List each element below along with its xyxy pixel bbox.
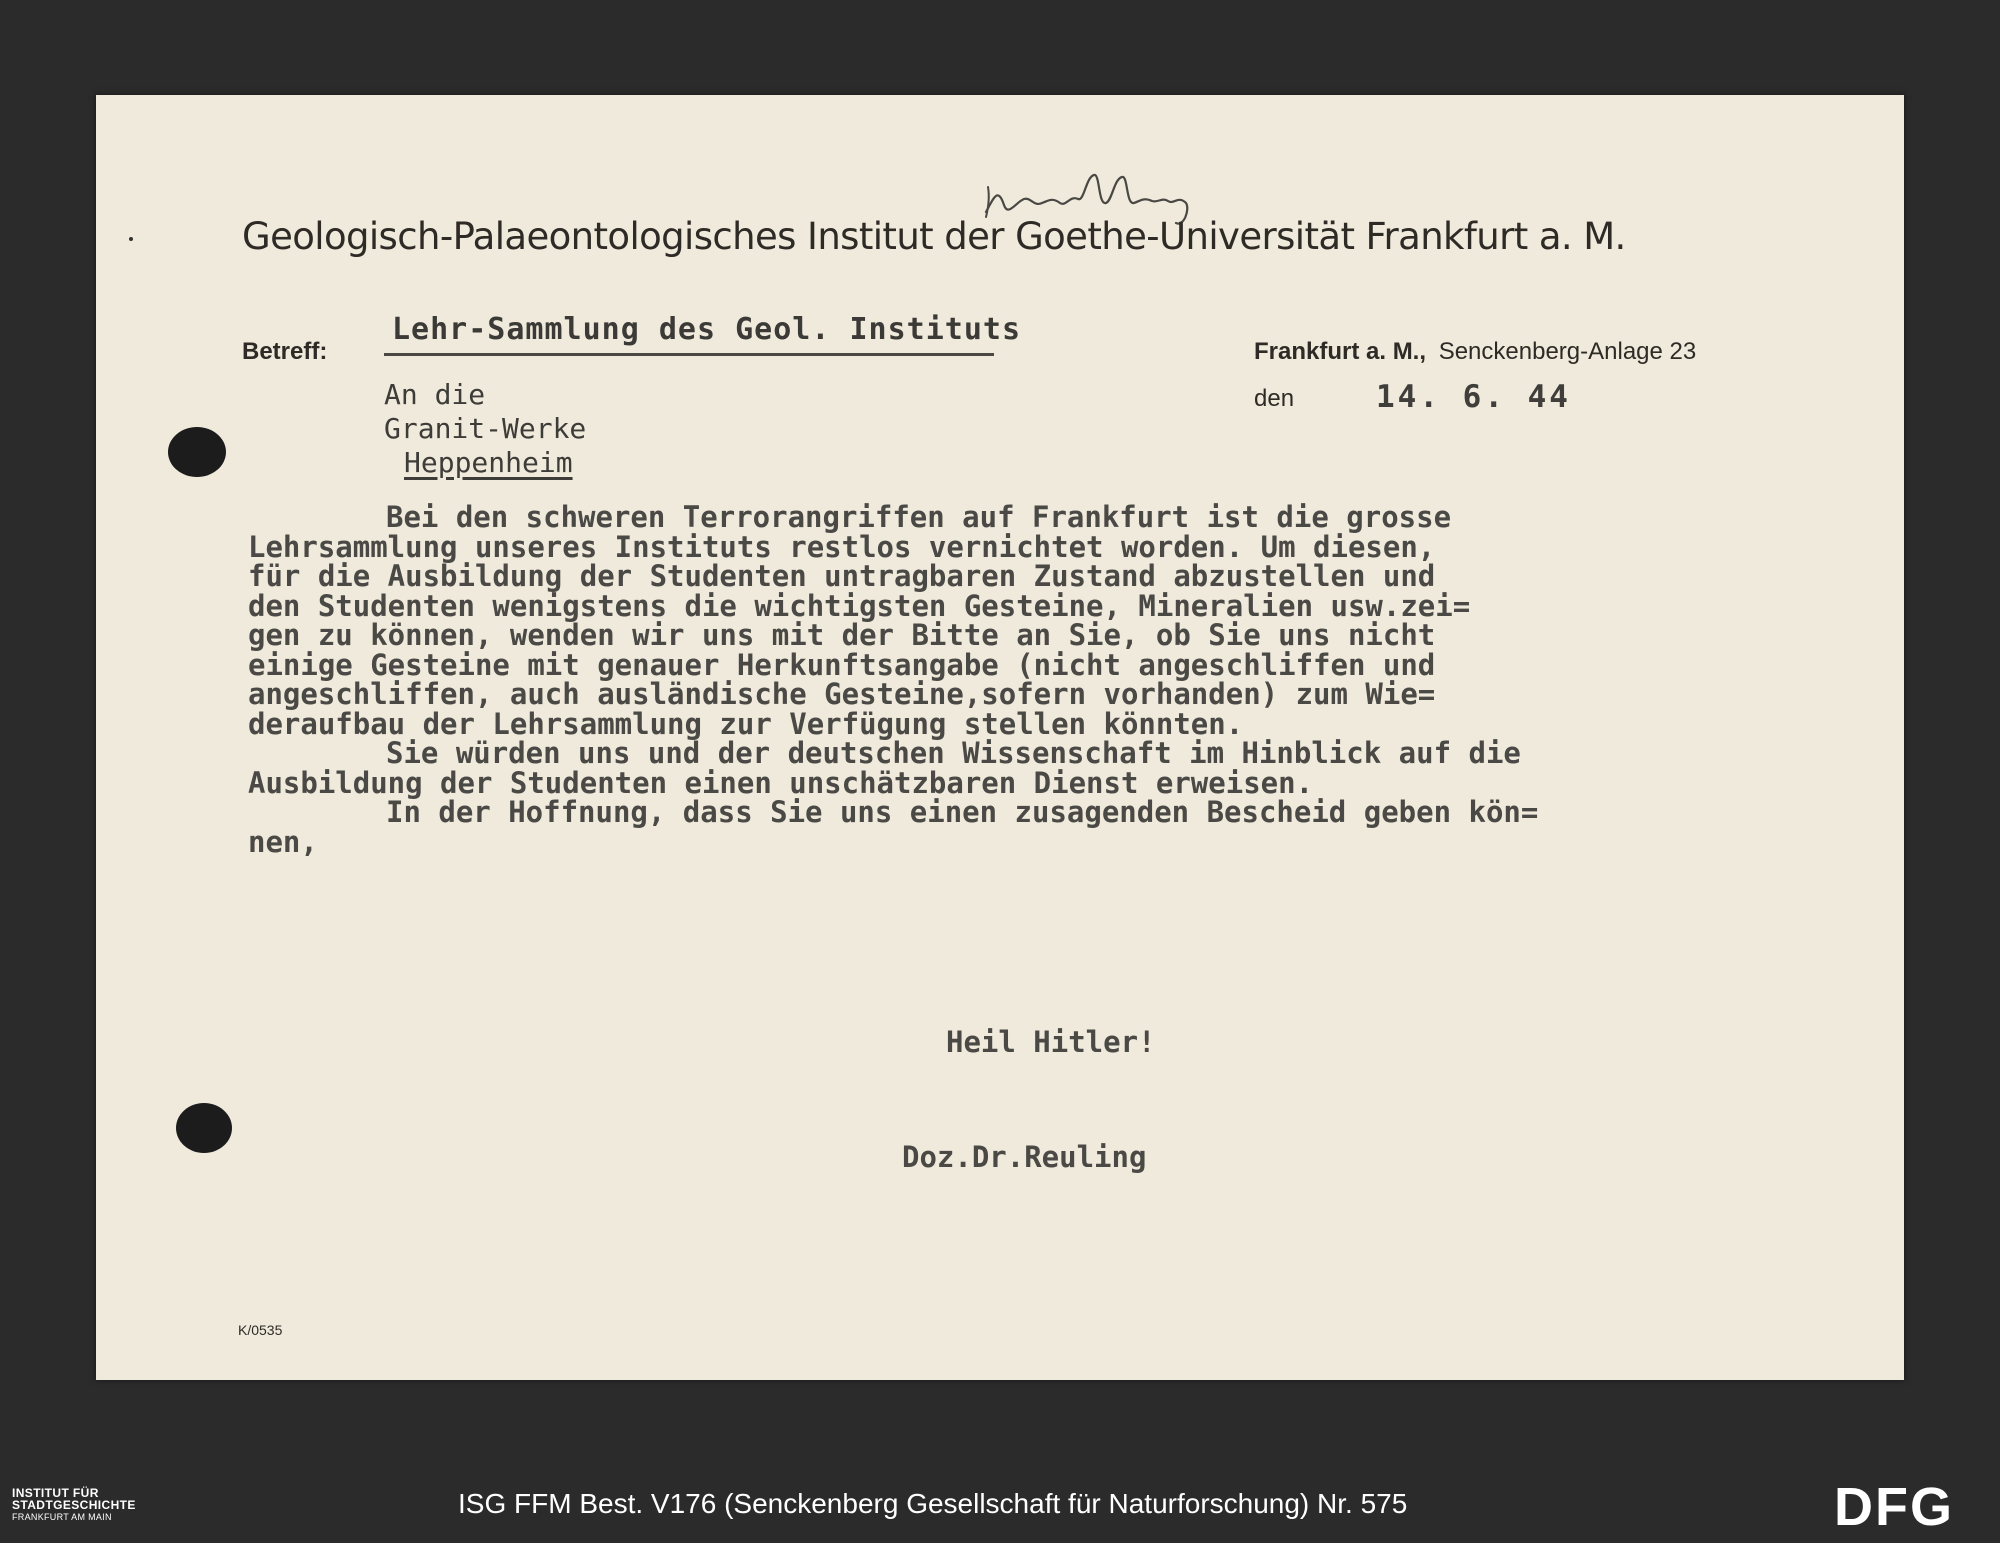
recipient-line: An die	[384, 378, 486, 411]
institute-line: STADTGESCHICHTE	[12, 1498, 136, 1512]
place-city: Frankfurt a. M.,	[1254, 338, 1427, 365]
body-line: deraufbau der Lehrsammlung zur Verfügung stellen könnten.	[248, 706, 1244, 741]
body-line: den Studenten wenigstens die wichtigsten Gesteine, Mineralien usw.zei=	[248, 588, 1471, 623]
place-street: Senckenberg-Anlage 23	[1438, 338, 1697, 365]
archive-footer	[0, 1470, 2000, 1543]
archive-caption: ISG FFM Best. V176 (Senckenberg Gesellschaft für Naturforschung) Nr. 575	[458, 1488, 1408, 1519]
body-line: angeschliffen, auch ausländische Gesteine,sofern vorhanden) zum Wie=	[248, 677, 1436, 711]
institute-line: INSTITUT FÜR	[12, 1486, 99, 1500]
recipient-line: Granit-Werke	[384, 412, 587, 445]
paper-speck	[129, 237, 133, 241]
body-line: Bei den schweren Terrorangriffen auf Frankfurt ist die grosse	[386, 500, 1452, 534]
recipient-address	[384, 378, 586, 480]
subject-label: Betreff:	[242, 338, 328, 365]
letter-body	[248, 500, 1928, 859]
institute-logo-text	[12, 1487, 136, 1523]
punch-hole-bottom	[176, 1103, 232, 1153]
body-line: nen,	[248, 824, 318, 859]
closing-greeting: Heil Hitler!	[946, 1025, 1156, 1059]
signature-name: Doz.Dr.Reuling	[902, 1140, 1147, 1174]
date-label: den	[1254, 385, 1295, 412]
body-line: für die Ausbildung der Studenten untragbaren Zustand abzustellen und	[248, 559, 1436, 593]
archive-reference: K/0535	[238, 1322, 283, 1338]
letterhead-title: Geologisch-Palaeontologisches Institut der Goethe-Universität Frankfurt a. M.	[242, 215, 1626, 258]
letter-page	[96, 95, 1904, 1380]
institute-line: FRANKFURT AM MAIN	[12, 1512, 112, 1522]
date-value: 14. 6. 44	[1376, 379, 1571, 415]
place-line	[1254, 338, 1696, 366]
body-line: Ausbildung der Studenten einen unschätzbaren Dienst erweisen.	[248, 765, 1314, 800]
body-line: Lehrsammlung unseres Instituts restlos vernichtet worden. Um diesen,	[248, 529, 1436, 564]
subject-line: Lehr-Sammlung des Geol. Instituts	[392, 312, 1022, 347]
body-line: einige Gesteine mit genauer Herkunftsangabe (nicht angeschliffen und	[248, 647, 1436, 682]
body-line: gen zu können, wenden wir uns mit der Bitte an Sie, ob Sie uns nicht	[248, 618, 1436, 652]
punch-hole-top	[168, 427, 226, 477]
subject-underline	[384, 353, 994, 356]
body-line: Sie würden uns und der deutschen Wissenschaft im Hinblick auf die	[386, 736, 1521, 770]
dfg-logo: DFG	[1834, 1477, 1954, 1537]
recipient-city: Heppenheim	[404, 446, 573, 479]
body-line: In der Hoffnung, dass Sie uns einen zusagenden Bescheid geben kön=	[386, 795, 1539, 829]
